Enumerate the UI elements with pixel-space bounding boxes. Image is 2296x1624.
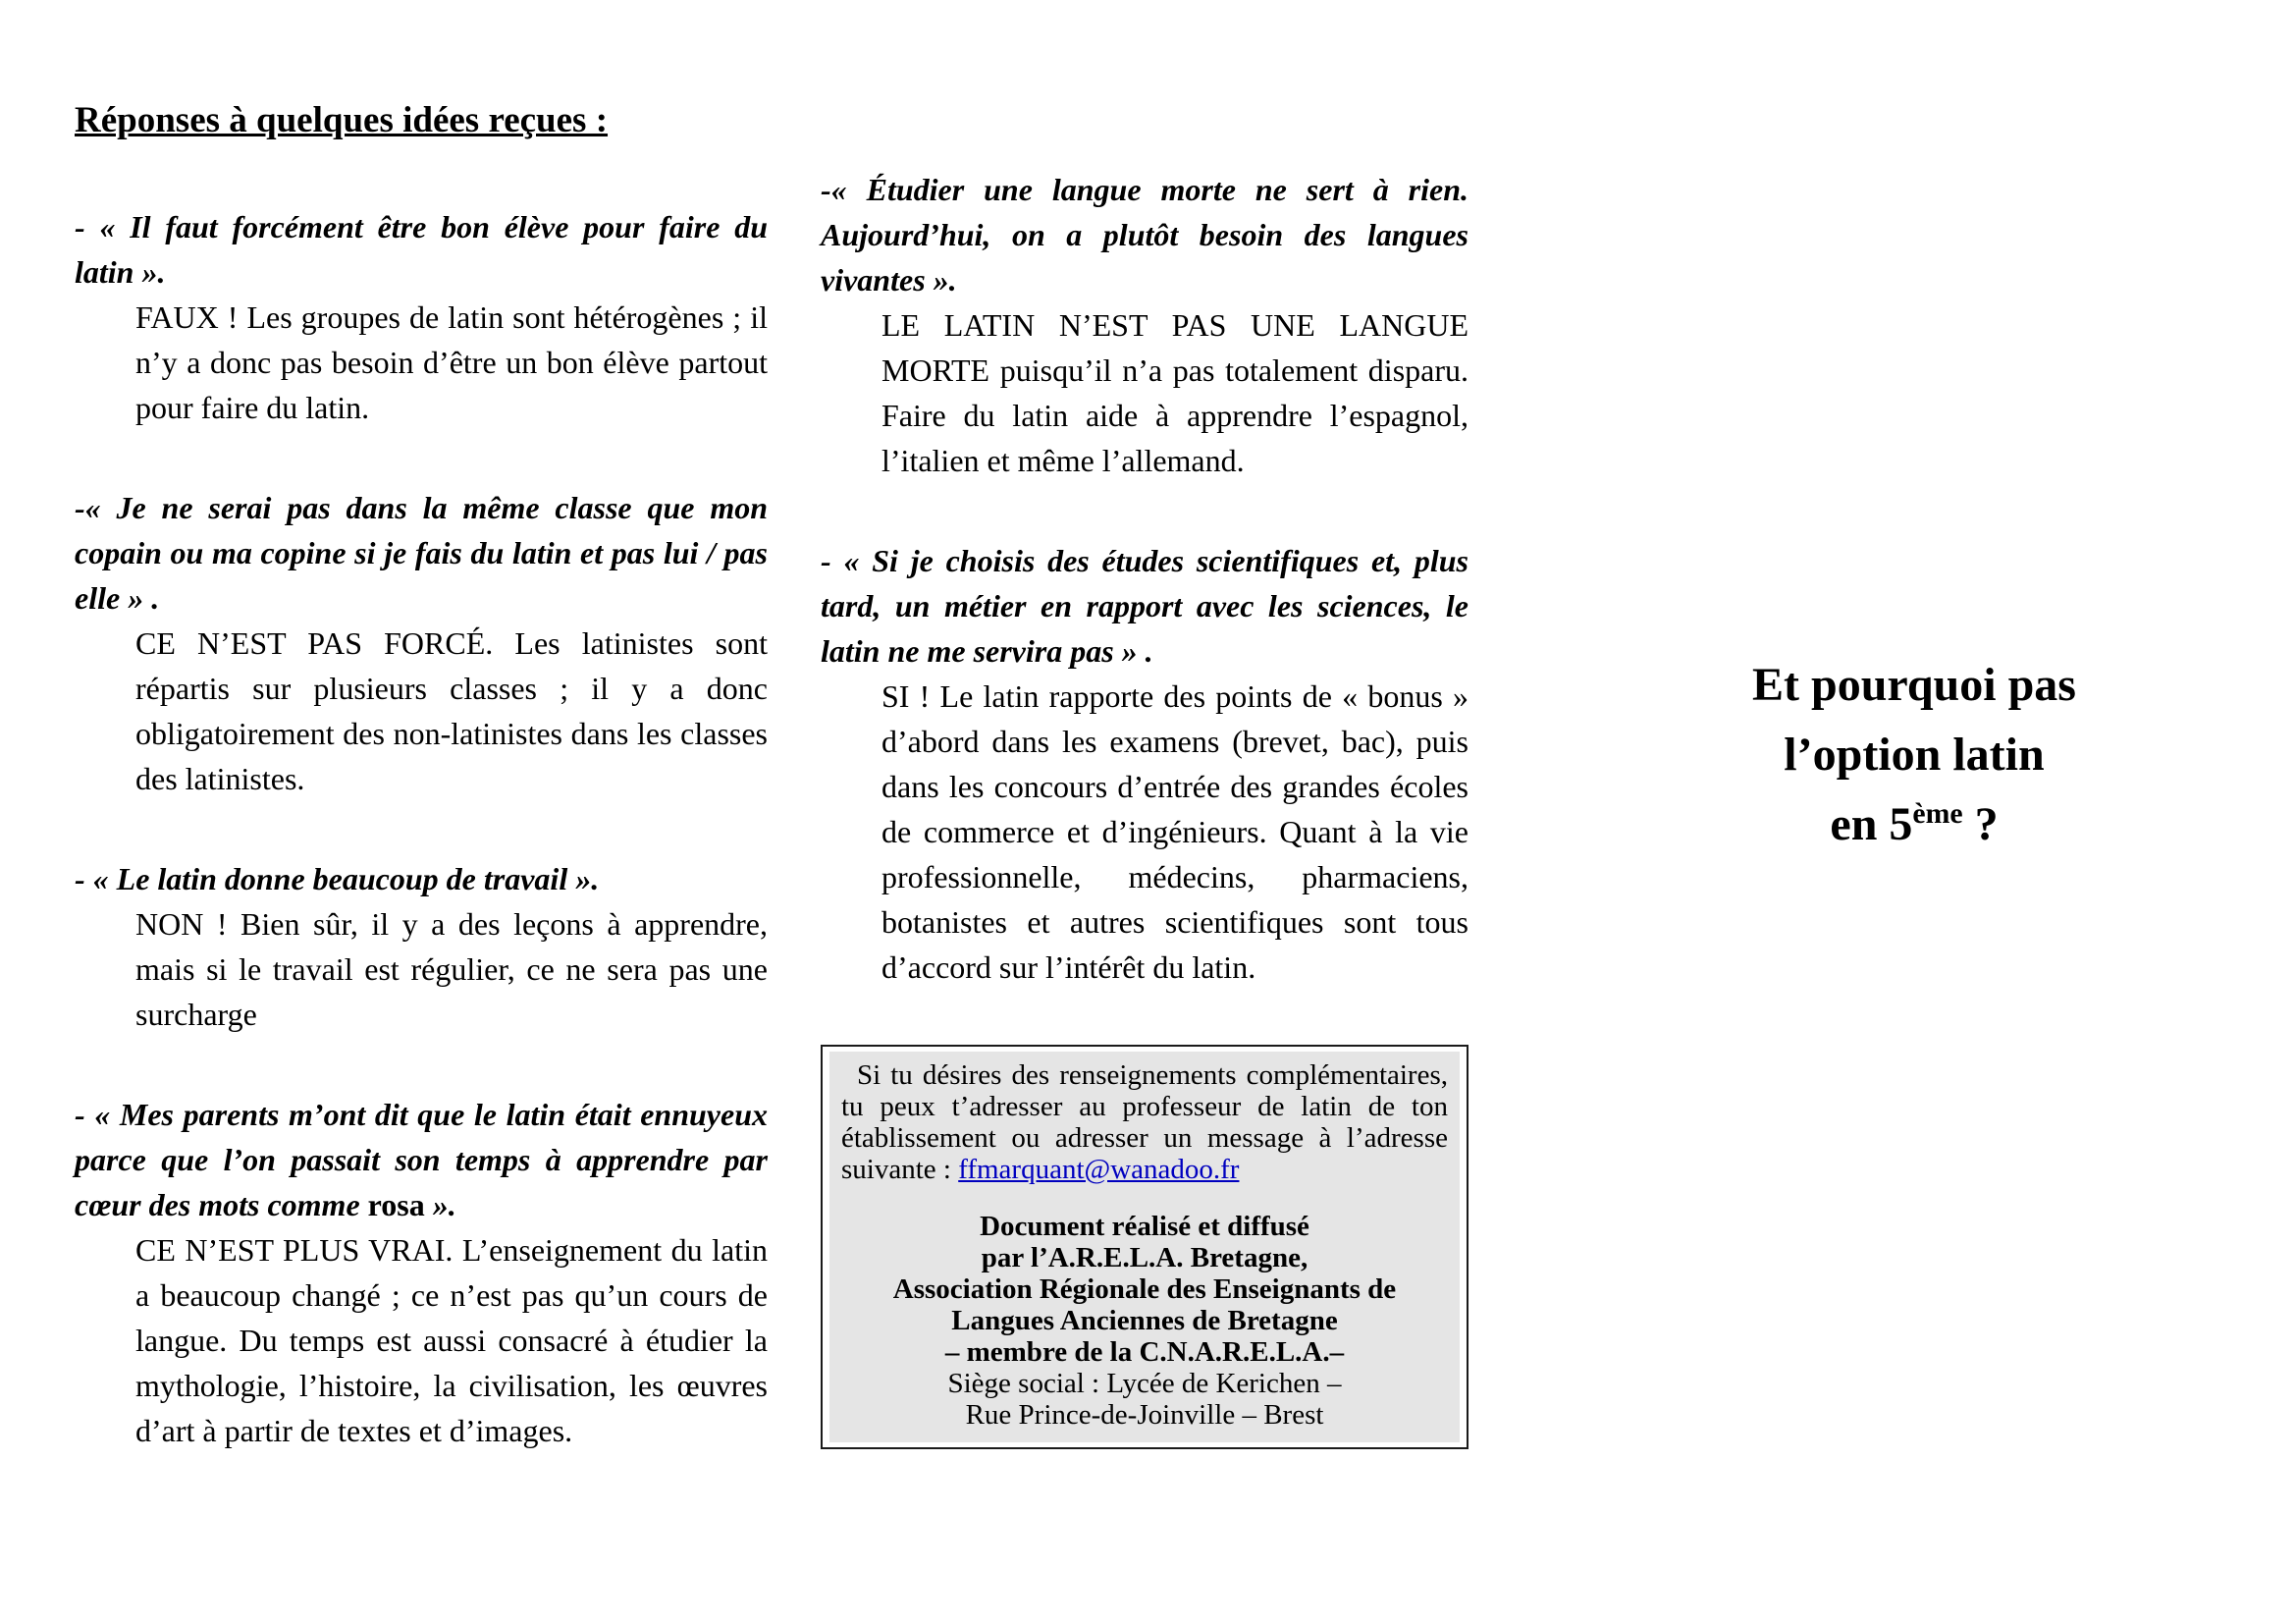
qa-item-good-student (75, 204, 768, 430)
info-box (821, 1045, 1468, 1449)
answer-text: NON ! Bien sûr, il y a des leçons à apprendre, mais si le travail est régulier, ce ne sera pas une surcharge (135, 906, 768, 1032)
qa-item-scientific-studies (821, 538, 1468, 990)
credits-block (841, 1211, 1448, 1431)
right-panel (1681, 650, 2148, 859)
answer-text: FAUX ! Les groupes de latin sont hétérogènes ; il n’y a donc pas besoin d’être un bon élève partout pour faire du latin. (135, 299, 768, 425)
credits-line: Langues Anciennes de Bretagne (951, 1305, 1338, 1336)
email-link[interactable]: ffmarquant@wanadoo.fr (958, 1154, 1240, 1185)
middle-column (821, 167, 1468, 1449)
left-column (75, 98, 768, 1453)
credits-line: Association Régionale des Enseignants de (892, 1273, 1397, 1305)
credits-line: par l’A.R.E.L.A. Bretagne, (981, 1242, 1308, 1273)
question-suffix: ». (424, 1187, 456, 1222)
answer-text: CE N’EST PAS FORCÉ. Les latinistes sont répartis sur plusieurs classes ; il y a donc obligatoirement des non-latinistes dans les classes des latinistes. (135, 625, 768, 796)
title-line-3-superscript: ème (1912, 797, 1963, 830)
answer-text: LE LATIN N’EST PAS UNE LANGUE MORTE puisqu’il n’a pas totalement disparu. Faire du latin aide à apprendre l’espagnol, l’italien et même l’allemand. (881, 307, 1468, 478)
brochure-title (1681, 650, 2148, 859)
question-text: - « Le latin donne beaucoup de travail ». (75, 861, 600, 896)
credits-line: – membre de la C.N.A.R.E.L.A.– (944, 1336, 1345, 1368)
left-column-heading: Réponses à quelques idées reçues : (75, 100, 609, 140)
question-text: -« Étudier une langue morte ne sert à rien. Aujourd’hui, on a plutôt besoin des langues vivantes ». (821, 172, 1468, 298)
question-text: - « Il faut forcément être bon élève pour faire du latin ». (75, 209, 768, 290)
qa-item-boring-rosa (75, 1092, 768, 1453)
question-text (75, 1092, 768, 1227)
question-text: -« Je ne serai pas dans la même classe que mon copain ou ma copine si je fais du latin et pas lui / pas elle » . (75, 490, 768, 616)
answer-text: SI ! Le latin rapporte des points de « bonus » d’abord dans les examens (brevet, bac), puis dans les concours d’entrée des grandes écoles de commerce et d’ingénieurs. Quant à la vie professionnelle, médecins, pharmaciens, botanistes et autres scientifiques sont tous d’accord sur l’intérêt du latin. (881, 678, 1468, 985)
qa-item-workload (75, 856, 768, 1037)
question-text: - « Si je choisis des études scientifiques et, plus tard, un métier en rapport avec les sciences, le latin ne me servira pas » . (821, 543, 1468, 669)
question-latin-word: rosa (367, 1187, 425, 1222)
credits-line: Document réalisé et diffusé (980, 1211, 1309, 1242)
qa-item-same-class (75, 485, 768, 801)
title-line-1: Et pourquoi pas (1752, 659, 2076, 711)
question-prefix: - « Mes parents m’ont dit que le latin était ennuyeux parce que l’on passait son temps à apprendre par cœur des mots comme (75, 1097, 768, 1222)
info-box-inner (829, 1052, 1460, 1442)
title-line-3-suffix: ? (1962, 798, 1999, 850)
credits-line: Rue Prince-de-Joinville – Brest (965, 1399, 1324, 1431)
answer-text: CE N’EST PLUS VRAI. L’enseignement du latin a beaucoup changé ; ce n’est pas qu’un cours de langue. Du temps est aussi consacré à étudier la mythologie, l’histoire, la civilisation, les œuvres d’art à partir de textes et d’images. (135, 1232, 768, 1448)
title-line-3-prefix: en 5 (1830, 798, 1913, 850)
credits-line: Siège social : Lycée de Kerichen – (947, 1368, 1342, 1399)
title-line-2: l’option latin (1784, 729, 2045, 781)
contact-paragraph (841, 1059, 1448, 1185)
contact-text: Si tu désires des renseignements complémentaires, tu peux t’adresser au professeur de latin de ton établissement ou adresser un message à l’adresse suivante : (841, 1059, 1448, 1185)
title-line-3 (1681, 789, 2148, 859)
qa-item-dead-language (821, 167, 1468, 483)
